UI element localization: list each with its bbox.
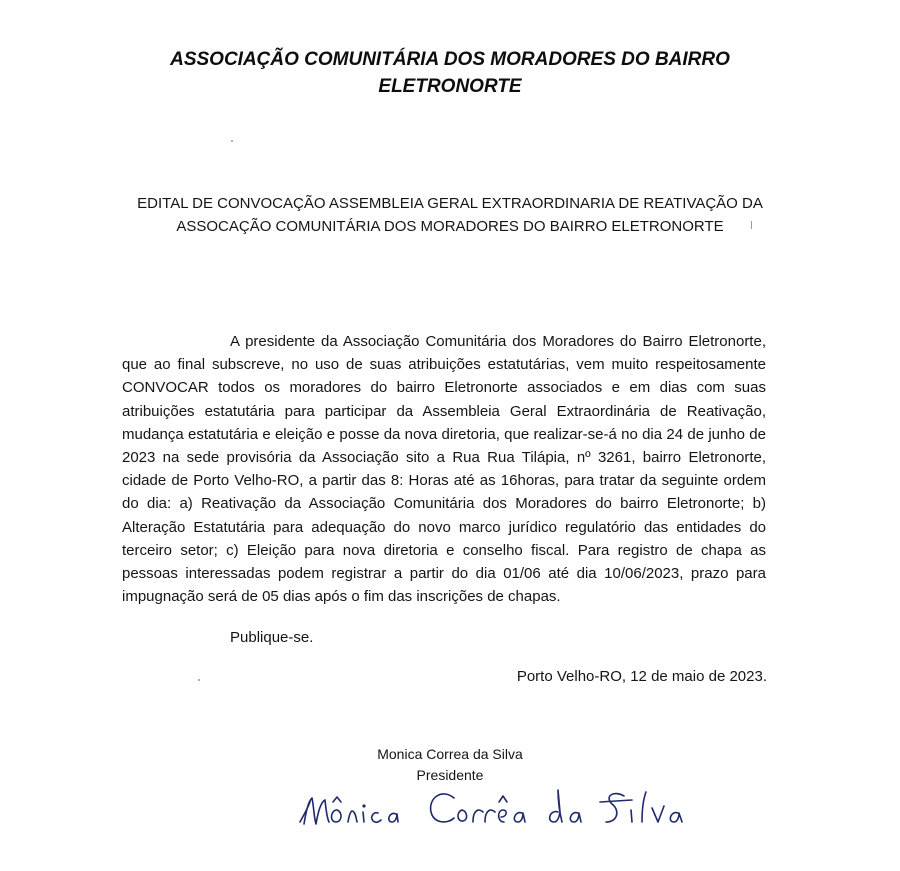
convocation-paragraph: A presidente da Associação Comunitária dos Moradores do Bairro Eletronorte, que ao final subscreve, no uso de suas atribuições estatutárias, vem muito respeitosamente CONVOCAR todos os moradores do bairro Eletronorte associados e em dias com suas atribuições estatutária para participar da Assembleia Geral Extraordinária de Reativação, mudança estatutária e eleição e posse da nova diretoria, que realizar-se-á no dia 24 de junho de 2023 na sede provisória da Associação sito a Rua Rua Tilápia, nº 3261, bairro Eletronorte, cidade de Porto Velho-RO, a partir das 8: Horas até as 16horas, para tratar da seguinte ordem do dia: a) Reativação da Associação Comunitária dos Moradores do bairro Eletronorte; b) Alteração Estatutária para adequação do novo marco jurídico regulatório das entidades do terceiro setor; c) Eleição para nova diretoria e conselho fiscal. Para registro de chapa as pessoas interessadas podem registrar a partir do dia 01/06 até dia 10/06/2023, prazo para impugnação será de 05 dias após o fim das inscrições de chapas. — [122, 333, 766, 606]
association-header — [120, 46, 780, 100]
paper-speck — [751, 221, 752, 229]
place-date: Porto Velho-RO, 12 de maio de 2023. — [516, 668, 767, 685]
edital-title-line-2: ASSOCAÇÃO COMUNITÁRIA DOS MORADORES DO BAIRRO ELETRONORTE — [176, 218, 724, 235]
publique-se-text: Publique-se. — [230, 629, 314, 646]
header-line-1: ASSOCIAÇÃO COMUNITÁRIA DOS MORADORES DO BAIRRO — [170, 49, 730, 70]
handwritten-signature — [296, 772, 716, 842]
header-line-2: ELETRONORTE — [378, 76, 522, 97]
paper-speck — [231, 140, 233, 142]
signatory-name: Monica Correa da Silva — [377, 746, 523, 762]
signatory-title: Presidente — [416, 767, 484, 783]
edital-title — [120, 192, 780, 238]
edital-title-line-1: EDITAL DE CONVOCAÇÃO ASSEMBLEIA GERAL EXTRAORDINARIA DE REATIVAÇÃO DA — [137, 195, 763, 212]
paper-speck — [198, 679, 200, 681]
